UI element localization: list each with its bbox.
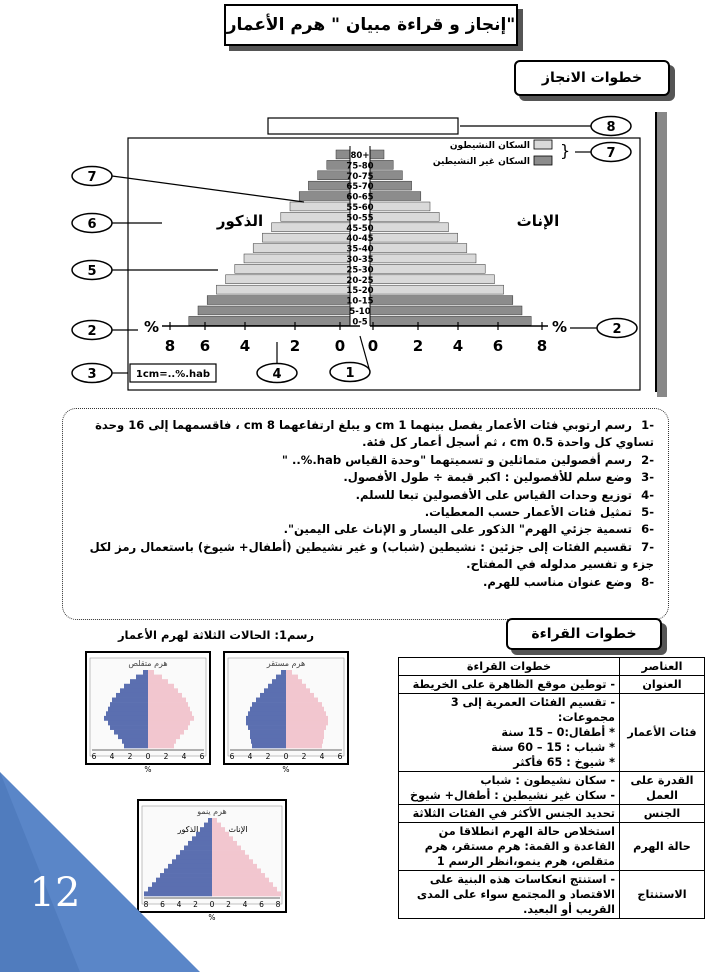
- step-item: [73, 521, 654, 538]
- percent-right: %: [552, 318, 568, 336]
- mini-bar-female: [148, 711, 192, 716]
- table-header-elements: العناصر: [620, 658, 705, 676]
- mini-tick: 8: [143, 900, 149, 909]
- step-text: وضع عنوان مناسب للهرم.: [482, 574, 636, 589]
- mini-bar-male: [130, 679, 148, 684]
- mini-bar-female: [286, 739, 323, 744]
- step-item: [73, 469, 654, 486]
- age-label: 35-40: [346, 244, 374, 255]
- mini-bar-female: [148, 684, 174, 689]
- mini-bar-male: [122, 739, 148, 744]
- tick-label-left: 6: [199, 337, 211, 355]
- step-number: -7: [641, 539, 654, 554]
- step-text: وضع سلم للأفصولين : اكبر قيمة ÷ طول الأفصول.: [343, 470, 636, 485]
- mini-bar-male: [118, 734, 148, 739]
- tick-label-left: 4: [239, 337, 251, 355]
- age-label: 80+: [350, 151, 370, 161]
- bar-female-60-65: [370, 192, 421, 201]
- legend-inactive-label: السكان غير النشيطين: [432, 157, 530, 167]
- table-row-steps: [399, 805, 620, 823]
- bar-female-55-60: [370, 202, 430, 211]
- mini-bar-male: [252, 743, 286, 748]
- mini-bar-female: [286, 679, 302, 684]
- step-text: توزيع وحدات القياس على الأفصولين تبعا للسلم.: [355, 487, 636, 502]
- mini-bar-male: [120, 688, 148, 693]
- callout-number: 2: [87, 324, 97, 339]
- age-label: 10-15: [346, 296, 374, 307]
- age-label: 30-35: [346, 255, 374, 265]
- table-cell-line: * شيوخ : 65 فأكثر: [513, 756, 615, 769]
- mini-bar-female: [148, 725, 188, 730]
- reading-table: [398, 657, 705, 919]
- mini-bar-male: [281, 670, 286, 675]
- bar-male-0-5: [189, 316, 350, 325]
- mini-bar-male: [106, 711, 148, 716]
- mini-bar-female: [286, 743, 322, 748]
- mini-bar-female: [286, 684, 306, 689]
- mini-bar-male: [250, 730, 286, 735]
- bar-male-45-50: [272, 223, 350, 232]
- age-label: 70-75: [346, 171, 374, 182]
- bar-male-60-65: [299, 192, 350, 201]
- mini-bar-male: [264, 688, 286, 693]
- mini-bar-male: [143, 670, 148, 675]
- bar-female-80+: [370, 150, 384, 159]
- table-row: [399, 676, 705, 694]
- mini-bar-female: [212, 823, 221, 828]
- table-row-element: فئات الأعمار: [620, 694, 705, 772]
- mini-bar-female: [212, 887, 277, 892]
- legend-brace: }: [560, 141, 571, 160]
- mini-bar-female: [212, 891, 281, 896]
- mini-tick: 2: [163, 752, 169, 761]
- callout-number: 7: [606, 146, 616, 161]
- mini-bar-male: [110, 702, 148, 707]
- mini-title: هرم مستقر: [266, 659, 306, 668]
- step-text: رسم أفصولين متماثلين و تسميتهما "وحدة القياس hab.%.. ": [281, 452, 636, 467]
- tick-label-right: 8: [536, 337, 548, 355]
- females-label: الإناث: [516, 212, 560, 230]
- table-row-steps: [399, 823, 620, 871]
- bar-male-35-40: [253, 244, 350, 253]
- mini-tick: 6: [160, 900, 165, 909]
- mini-bar-male: [250, 734, 286, 739]
- mini-bar-female: [212, 855, 249, 860]
- table-row-element: حالة الهرم: [620, 823, 705, 871]
- age-label: 45-50: [346, 223, 374, 234]
- steps-box: [62, 408, 669, 620]
- mini-bar-male: [108, 707, 148, 712]
- bar-female-40-45: [370, 233, 458, 242]
- tick-label-right: 4: [452, 337, 464, 355]
- bar-female-25-30: [370, 264, 485, 273]
- bar-male-20-25: [226, 275, 350, 284]
- tick-label-right: 6: [492, 337, 504, 355]
- bar-male-70-75: [318, 171, 350, 180]
- mini-title: هرم ينمو: [197, 807, 227, 816]
- step-number: -5: [641, 505, 654, 520]
- table-cell-line: تحديد الجنس الأكثر في الفئات الثلاثة: [412, 807, 615, 820]
- mini-bar-male: [252, 702, 286, 707]
- table-cell-line: - استنتج انعكاسات هذه البنية على الاقتصاد و المجتمع سواء على المدى القريب أو البعيد.: [416, 873, 615, 916]
- mini-bar-male: [250, 707, 286, 712]
- page-number: 12: [29, 870, 81, 916]
- tick-label-right: 0: [367, 337, 379, 355]
- bar-female-0-5: [370, 316, 531, 325]
- mini-tick: 2: [265, 752, 271, 761]
- table-header-row: [399, 658, 705, 676]
- callout-number: 5: [87, 264, 97, 279]
- age-label: 25-30: [346, 265, 374, 276]
- age-label: 60-65: [346, 192, 374, 203]
- mini-percent: %: [144, 765, 152, 774]
- mini-bar-female: [148, 698, 186, 703]
- step-number: -1: [641, 418, 654, 432]
- step-number: -8: [641, 574, 654, 589]
- step-text: رسم ارتوبي فئات الأعمار يفصل بينهما 1 cm و يبلغ ارتفاعهما 8 cm ، فاقسمهما إلى 16 وحدة تساوي كل واحدة 0.5 cm ، ثم أسجل أعمار كل فئة.: [95, 418, 654, 450]
- callout-number: 1: [345, 366, 355, 381]
- mini-bar-male: [112, 698, 148, 703]
- bar-female-15-20: [370, 285, 504, 294]
- mini-tick: 4: [247, 752, 253, 761]
- age-label: 40-45: [346, 234, 374, 245]
- mini-bar-female: [286, 720, 328, 725]
- age-label: 75-80: [346, 161, 374, 172]
- mini-bar-male: [268, 684, 286, 689]
- mini-bar-male: [124, 743, 148, 748]
- bar-male-10-15: [207, 296, 350, 305]
- bar-female-5-10: [370, 306, 522, 315]
- mini-bar-female: [212, 832, 229, 837]
- table-row-steps: [399, 871, 620, 919]
- age-label: 15-20: [346, 286, 374, 297]
- bar-male-5-10: [198, 306, 350, 315]
- table-cell-line: * شباب : 15 – 60 سنة: [491, 741, 615, 754]
- mini-bar-female: [148, 688, 178, 693]
- step-number: -6: [641, 522, 654, 537]
- step-item: [73, 452, 654, 469]
- mini-percent: %: [282, 765, 290, 774]
- section-build-label: خطوات الانجاز: [541, 70, 643, 86]
- mini-bar-female: [212, 850, 245, 855]
- table-cell-line: * أطفال:0 – 15 سنة: [501, 726, 615, 739]
- legend-active-label: السكان النشيطون: [449, 141, 530, 151]
- tick-label-right: 2: [412, 337, 424, 355]
- steps-list: [63, 409, 668, 591]
- scale-text: 1cm=..%.hab: [135, 369, 211, 380]
- step-item: [73, 487, 654, 504]
- bar-male-65-70: [308, 181, 350, 190]
- step-number: -2: [641, 452, 654, 467]
- tick-label-left: 0: [334, 337, 346, 355]
- section-read-label: خطوات القراءة: [531, 626, 637, 642]
- mini-bar-female: [148, 707, 190, 712]
- mini-males-label: الذكور: [177, 825, 199, 834]
- mini-bar-female: [286, 716, 328, 721]
- age-label: 5-10: [349, 307, 371, 317]
- bar-male-25-30: [235, 264, 350, 273]
- age-label: 0-5: [352, 317, 368, 328]
- page-title: [224, 4, 518, 46]
- mini-bar-male: [276, 675, 286, 680]
- table-row: [399, 772, 705, 805]
- bar-female-30-35: [370, 254, 476, 263]
- mini-bar-female: [212, 846, 241, 851]
- bar-female-50-55: [370, 212, 439, 221]
- mini-bar-female: [286, 702, 322, 707]
- age-label: 20-25: [346, 275, 374, 286]
- mini-tick: 6: [337, 752, 343, 761]
- mini-bar-female: [286, 675, 298, 680]
- callout-number: 2: [612, 322, 622, 337]
- mini-bar-female: [286, 730, 324, 735]
- mini-bar-male: [246, 716, 286, 721]
- pyramid-title-blank: [268, 118, 458, 134]
- table-row-element: العنوان: [620, 676, 705, 694]
- bar-female-45-50: [370, 223, 448, 232]
- table-row-steps: [399, 772, 620, 805]
- bar-male-15-20: [216, 285, 350, 294]
- legend-active-swatch: [534, 140, 552, 149]
- mini-females-label: الإناث: [228, 825, 248, 834]
- table-row-element: الاستنتاج: [620, 871, 705, 919]
- section-build-header: [514, 60, 670, 96]
- bar-male-40-45: [262, 233, 350, 242]
- table-row: [399, 805, 705, 823]
- bar-male-50-55: [281, 212, 350, 221]
- age-label: 55-60: [346, 203, 374, 213]
- mini-tick: 4: [176, 900, 182, 909]
- tick-label-left: 2: [289, 337, 301, 355]
- mini-tick: 0: [209, 900, 215, 909]
- mini-tick: 6: [91, 752, 97, 761]
- table-row-element: القدرة على العمل: [620, 772, 705, 805]
- bar-female-65-70: [370, 181, 412, 190]
- mini-tick: 2: [127, 752, 133, 761]
- callout-number: 4: [272, 367, 282, 382]
- mini-tick: 8: [275, 900, 281, 909]
- mini-bar-female: [148, 734, 180, 739]
- mini-bar-female: [286, 725, 326, 730]
- mini-pyramid-stable: [222, 650, 352, 790]
- percent-left: %: [144, 318, 160, 336]
- mini-bar-female: [286, 734, 324, 739]
- mini-tick: 2: [301, 752, 307, 761]
- mini-tick: 4: [109, 752, 115, 761]
- mini-bar-female: [148, 693, 182, 698]
- section-read-header: [506, 618, 662, 650]
- mini-bar-female: [148, 675, 162, 680]
- mini-bar-female: [286, 698, 318, 703]
- mini-bar-male: [114, 730, 148, 735]
- bar-female-35-40: [370, 244, 467, 253]
- mini-bar-female: [286, 707, 324, 712]
- mini-bar-male: [110, 725, 148, 730]
- callout-number: 8: [606, 120, 616, 135]
- mini-bar-male: [248, 725, 286, 730]
- table-cell-line: - سكان غير نشيطين : أطفال+ شيوخ: [410, 789, 615, 802]
- callout-number: 6: [87, 217, 97, 232]
- mini-bar-female: [212, 841, 237, 846]
- figure-caption: رسم1: الحالات الثلاثة لهرم الأعمار: [117, 628, 314, 642]
- mini-bar-male: [246, 720, 286, 725]
- page-title-text: إنجاز و قراءة مبيان " هرم الأعمار": [226, 15, 516, 35]
- step-text: تقسيم الفئات إلى جزئين : نشيطين (شباب) و غير نشيطين (أطفال+ شيوخ) باستعمال رمز لكل جزء و تفسير مدلوله في المفتاح.: [89, 539, 654, 572]
- table-cell-line: استخلاص حالة الهرم انطلاقا من القاعدة و القمة: هرم مستقر، هرم متقلص، هرم ينمو،انظر الرسم 1: [424, 825, 615, 868]
- mini-bar-male: [272, 679, 286, 684]
- step-item: [73, 574, 654, 591]
- step-item: [73, 504, 654, 521]
- mini-bar-female: [286, 688, 310, 693]
- bar-male-30-35: [244, 254, 350, 263]
- mini-tick: 4: [181, 752, 187, 761]
- bar-female-70-75: [370, 171, 402, 180]
- mini-bar-female: [148, 716, 194, 721]
- mini-bar-female: [286, 693, 314, 698]
- mini-bar-female: [212, 818, 217, 823]
- mini-tick: 4: [242, 900, 248, 909]
- mini-bar-female: [212, 836, 233, 841]
- mini-tick: 4: [319, 752, 325, 761]
- mini-tick: 6: [259, 900, 264, 909]
- table-row: [399, 871, 705, 919]
- mini-percent: %: [208, 913, 216, 922]
- mini-bar-female: [148, 720, 190, 725]
- mini-bar-male: [116, 693, 148, 698]
- table-cell-line: - توطين موقع الظاهرة على الخريطة: [412, 678, 615, 691]
- step-number: -3: [641, 470, 654, 485]
- mini-bar-female: [212, 873, 265, 878]
- bar-male-55-60: [290, 202, 350, 211]
- mini-tick: 6: [229, 752, 235, 761]
- mini-bar-female: [212, 859, 253, 864]
- mini-tick: 0: [283, 752, 289, 761]
- pyramid-figure: [70, 110, 660, 400]
- table-row-steps: [399, 676, 620, 694]
- mini-bar-male: [251, 739, 286, 744]
- tick-label-left: 8: [164, 337, 176, 355]
- step-item: [73, 539, 654, 574]
- step-number: -4: [641, 487, 654, 502]
- mini-pyramid-shrinking: [84, 650, 214, 790]
- bar-female-20-25: [370, 275, 494, 284]
- mini-bar-female: [148, 679, 168, 684]
- bar-male-80+: [336, 150, 350, 159]
- mini-bar-female: [148, 743, 174, 748]
- step-item: [73, 417, 654, 452]
- table-row-element: الجنس: [620, 805, 705, 823]
- mini-bar-female: [286, 670, 292, 675]
- age-label: 50-55: [346, 213, 374, 224]
- mini-bar-male: [108, 720, 148, 725]
- table-cell-line: - تقسيم الفئات العمرية إلى 3 مجموعات:: [450, 696, 615, 724]
- table-header-steps: خطوات القراءة: [399, 658, 620, 676]
- mini-bar-male: [260, 693, 286, 698]
- mini-bar-female: [148, 670, 154, 675]
- mini-bar-female: [212, 827, 225, 832]
- mini-bar-female: [148, 730, 184, 735]
- mini-bar-female: [148, 739, 176, 744]
- table-row: [399, 823, 705, 871]
- mini-bar-male: [124, 684, 148, 689]
- step-text: تمثيل فئات الأعمار حسب المعطيات.: [424, 505, 636, 520]
- mini-tick: 6: [199, 752, 205, 761]
- mini-bar-female: [212, 878, 269, 883]
- mini-bar-female: [212, 864, 257, 869]
- mini-bar-female: [212, 868, 261, 873]
- table-row-steps: [399, 694, 620, 772]
- mini-bar-male: [136, 675, 148, 680]
- bar-female-10-15: [370, 296, 513, 305]
- males-label: الذكور: [216, 212, 264, 230]
- mini-bar-male: [256, 698, 286, 703]
- mini-title: هرم متقلص: [128, 659, 168, 668]
- mini-tick: 2: [226, 900, 231, 909]
- mini-tick: 0: [145, 752, 151, 761]
- step-text: تسمية جزئي الهرم" الذكور على اليسار و الإناث على اليمين".: [283, 522, 636, 537]
- age-label: 65-70: [346, 182, 374, 193]
- mini-bar-male: [104, 716, 148, 721]
- callout-arrow: [112, 176, 304, 202]
- mini-bar-female: [286, 711, 326, 716]
- callout-number: 3: [87, 367, 97, 382]
- table-cell-line: - سكان نشيطون : شباب: [480, 774, 615, 787]
- mini-tick: 2: [193, 900, 198, 909]
- legend-inactive-swatch: [534, 156, 552, 165]
- mini-bar-female: [212, 882, 273, 887]
- mini-bar-female: [148, 702, 188, 707]
- table-row: [399, 694, 705, 772]
- mini-bar-male: [248, 711, 286, 716]
- callout-number: 7: [87, 170, 97, 185]
